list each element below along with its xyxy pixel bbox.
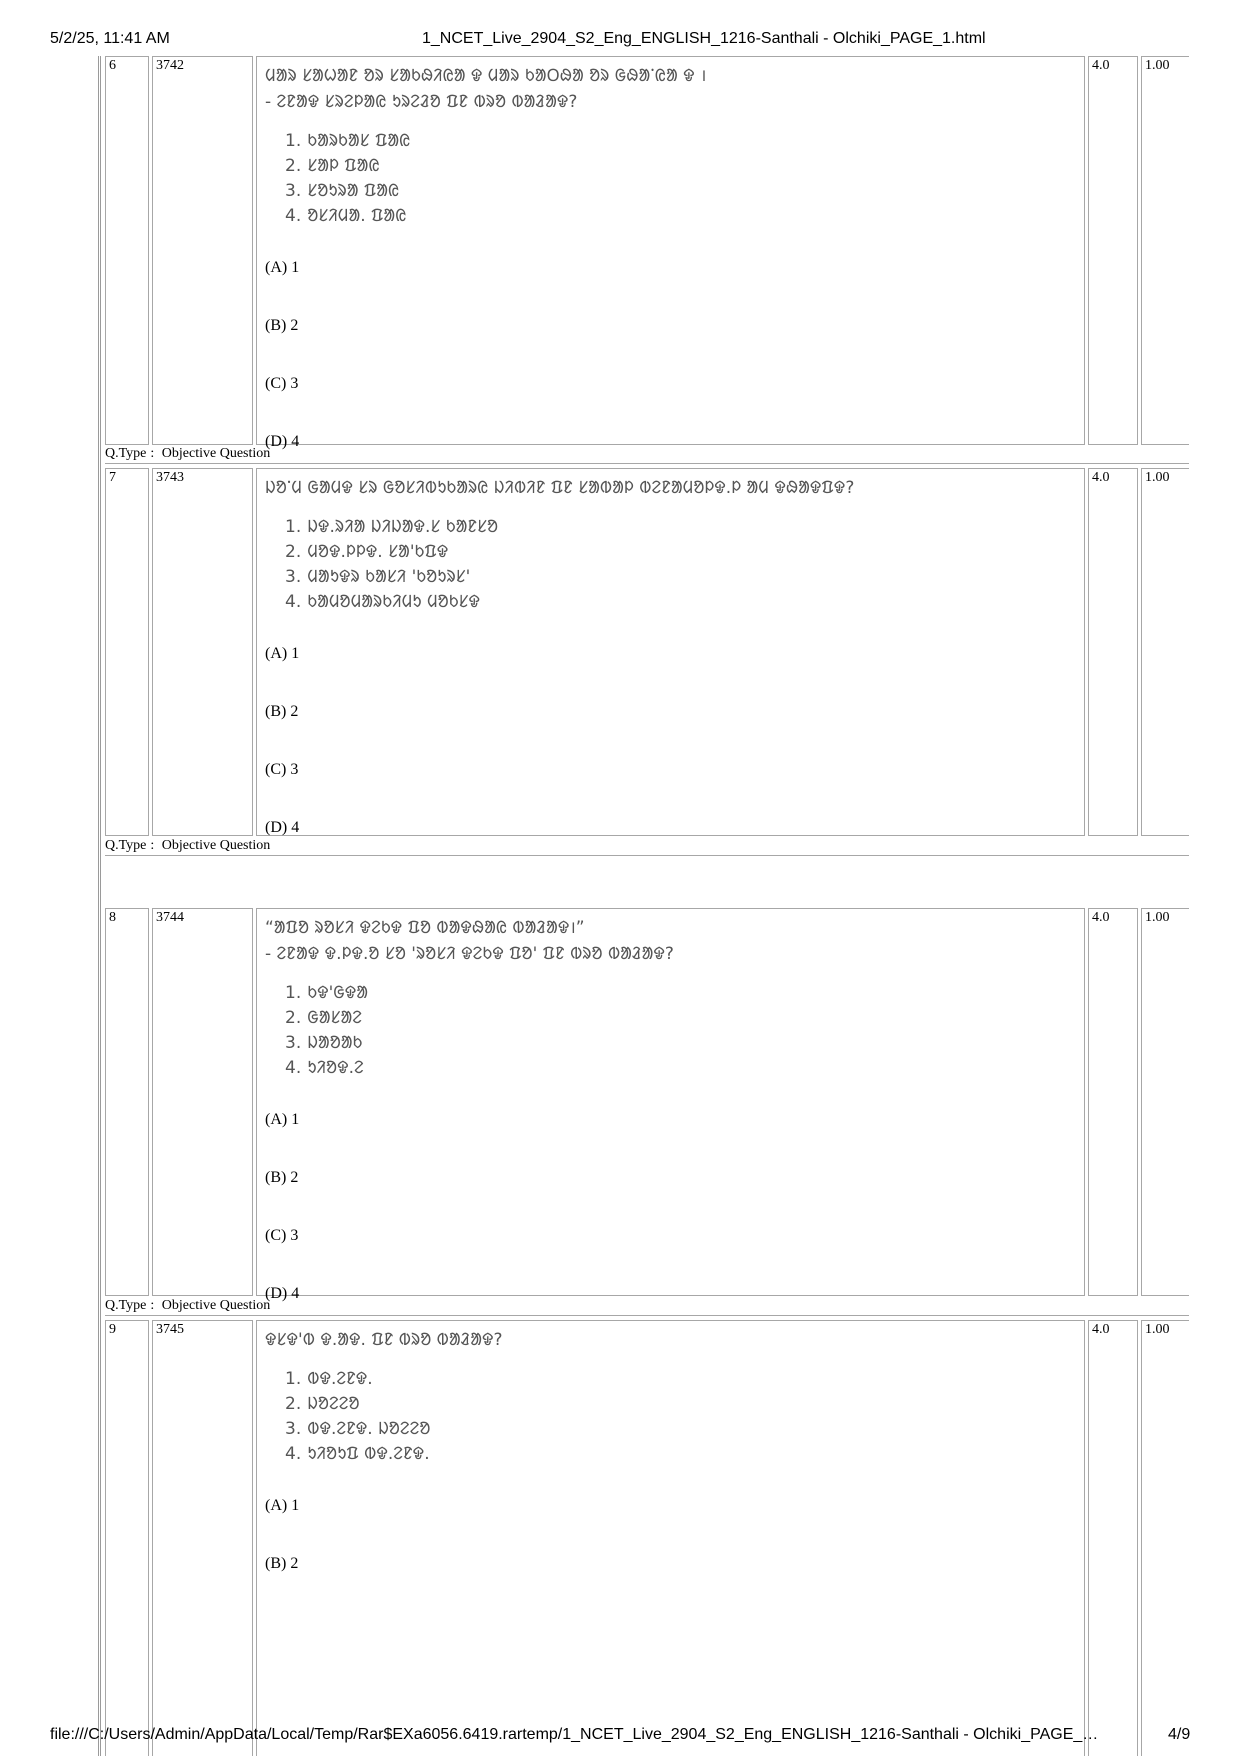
question-marks: 4.0 (1088, 56, 1138, 445)
answer-choice: (C) 3 (265, 1227, 299, 1244)
question-id: 3742 (152, 56, 253, 445)
answer-choice: (B) 2 (265, 703, 299, 720)
option-item: 4. ᱠᱟᱢᱚᱢᱟᱨᱠᱤᱢᱩ ᱢᱚᱠᱥᱫ (285, 592, 481, 612)
option-item: 4. ᱩᱤᱚᱩᱯ ᱵᱫ.ᱮᱱᱫ. (285, 1444, 430, 1464)
question-type-row: Q.Type : Objective Question (105, 446, 1189, 464)
option-item: 1. ᱠᱫ'ᱜᱫᱟ (285, 983, 369, 1003)
answer-choice: (C) 3 (265, 375, 299, 392)
option-item: 4. ᱚᱥᱤᱢᱟ. ᱯᱟᱭ (285, 206, 407, 226)
question-document (98, 56, 1189, 1756)
question-stem: ᱡᱚᱸᱢ ᱜᱟᱢᱫ ᱥᱨ ᱜᱚᱥᱤᱵᱩᱠᱟᱨᱭ ᱡᱤᱵᱤᱱ ᱯᱱ ᱥᱟᱵᱟᱞ ᱵᱮᱱᱟᱢᱚᱞᱫ.ᱞ ᱟᱢ ᱫᱷᱟᱫᱯᱫ? (265, 478, 855, 498)
answer-choice: (A) 1 (265, 645, 300, 662)
option-item: 3. ᱢᱟᱩᱫᱨ ᱠᱟᱥᱤ 'ᱠᱚᱩᱨᱥ' (285, 567, 471, 587)
question-stem: ᱢᱟᱨ ᱥᱟᱦᱟᱱ ᱚᱨ ᱥᱟᱠᱷᱤᱭᱟ ᱫ ᱢᱟᱨ ᱠᱟᱛᱷᱟ ᱚᱨ ᱜᱷᱟᱸᱭᱟ ᱫ । (265, 66, 707, 86)
answer-choice: (A) 1 (265, 259, 300, 276)
question-number: 8 (105, 908, 149, 1296)
option-list (285, 129, 1076, 229)
option-item: 2. ᱡᱚᱮᱮᱚ (285, 1394, 360, 1414)
answer-choice: (A) 1 (265, 1111, 300, 1128)
option-item: 2. ᱜᱟᱥᱟᱮ (285, 1008, 362, 1028)
option-item: 1. ᱵᱫ.ᱮᱱᱫ. (285, 1369, 373, 1389)
answer-choice: (D) 4 (265, 433, 300, 450)
option-list (285, 515, 1076, 615)
option-item: 2. ᱥᱟᱞ ᱯᱟᱭ (285, 156, 380, 176)
file-path: file:///C:/Users/Admin/AppData/Local/Temp/Rar$EXa6056.6419.rartemp/1_NCET_Live_2904_S2_Eng_ENGLISH_1216-Santhali - Olchiki_PAGE_… (50, 1726, 1099, 1743)
option-item: 3. ᱥᱚᱩᱨᱟ ᱯᱟᱭ (285, 181, 400, 201)
answer-choice: (D) 4 (265, 1285, 300, 1302)
answer-choice: (B) 2 (265, 1169, 299, 1186)
question-negative-marks: 1.00 (1141, 468, 1189, 836)
option-item: 1. ᱠᱟᱨᱠᱟᱥ ᱯᱟᱭ (285, 131, 411, 151)
question-id: 3745 (152, 1320, 253, 1756)
question-stem-line2: - ᱮᱱᱟᱫ ᱥᱨᱮᱞᱟᱭ ᱩᱨᱮᱲᱚ ᱯᱱ ᱵᱨᱚ ᱵᱟᱲᱟᱫ? (265, 92, 578, 112)
question-body (256, 1320, 1085, 1756)
option-item: 3. ᱵᱫ.ᱮᱱᱫ. ᱡᱚᱮᱮᱚ (285, 1419, 431, 1439)
answer-choice: (A) 1 (265, 1497, 300, 1514)
question-type-row: Q.Type : Objective Question (105, 838, 1189, 856)
print-document-title: 1_NCET_Live_2904_S2_Eng_ENGLISH_1216-Santhali - Olchiki_PAGE_1.html (422, 30, 986, 47)
question-marks: 4.0 (1088, 1320, 1138, 1756)
question-stem: “ᱟᱯᱚ ᱨᱚᱥᱤ ᱫᱮᱠᱫ ᱯᱚ ᱵᱟᱫᱷᱟᱭ ᱵᱟᱲᱟᱫ।” (265, 918, 585, 938)
question-stem-line2: - ᱮᱱᱟᱫ ᱫ.ᱞᱫ.ᱚ ᱥᱚ 'ᱨᱚᱥᱤ ᱫᱮᱠᱫ ᱯᱚ' ᱯᱱ ᱵᱨᱚ ᱵᱟᱲᱟᱫ? (265, 944, 674, 964)
question-marks: 4.0 (1088, 468, 1138, 836)
answer-choice: (D) 4 (265, 819, 300, 836)
option-list (285, 981, 1076, 1081)
question-marks: 4.0 (1088, 908, 1138, 1296)
answer-choices (265, 1497, 1076, 1613)
answer-choice: (C) 3 (265, 761, 299, 778)
question-id: 3744 (152, 908, 253, 1296)
question-negative-marks: 1.00 (1141, 908, 1189, 1296)
question-body (256, 908, 1085, 1302)
question-number: 7 (105, 468, 149, 836)
answer-choice: (B) 2 (265, 1555, 299, 1572)
question-number: 6 (105, 56, 149, 445)
question-body (256, 468, 1085, 836)
print-datetime: 5/2/25, 11:41 AM (50, 30, 170, 47)
answer-choice: (B) 2 (265, 317, 299, 334)
option-item: 4. ᱩᱤᱚᱫ.ᱮ (285, 1058, 364, 1078)
question-number: 9 (105, 1320, 149, 1756)
print-header (0, 30, 1240, 52)
question-negative-marks: 1.00 (1141, 1320, 1189, 1756)
question-body (256, 56, 1085, 450)
option-item: 2. ᱢᱚᱫ.ᱞᱞᱫ. ᱥᱟ'ᱠᱯᱫ (285, 542, 449, 562)
question-id: 3743 (152, 468, 253, 836)
question-type-row: Q.Type : Objective Question (105, 1298, 1189, 1316)
print-footer (0, 1726, 1240, 1752)
option-list (285, 1367, 1076, 1467)
question-stem: ᱫᱥᱫ'ᱵ ᱫ.ᱟᱫ. ᱯᱱ ᱵᱨᱚ ᱵᱟᱲᱟᱫ? (265, 1330, 503, 1350)
option-item: 1. ᱡᱫ.ᱨᱤᱟ ᱡᱤᱡᱟᱫ.ᱥ ᱠᱟᱱᱥᱚ (285, 517, 499, 537)
question-negative-marks: 1.00 (1141, 56, 1189, 445)
page-indicator: 4/9 (1168, 1726, 1191, 1743)
option-item: 3. ᱡᱟᱚᱟᱠ (285, 1033, 363, 1053)
